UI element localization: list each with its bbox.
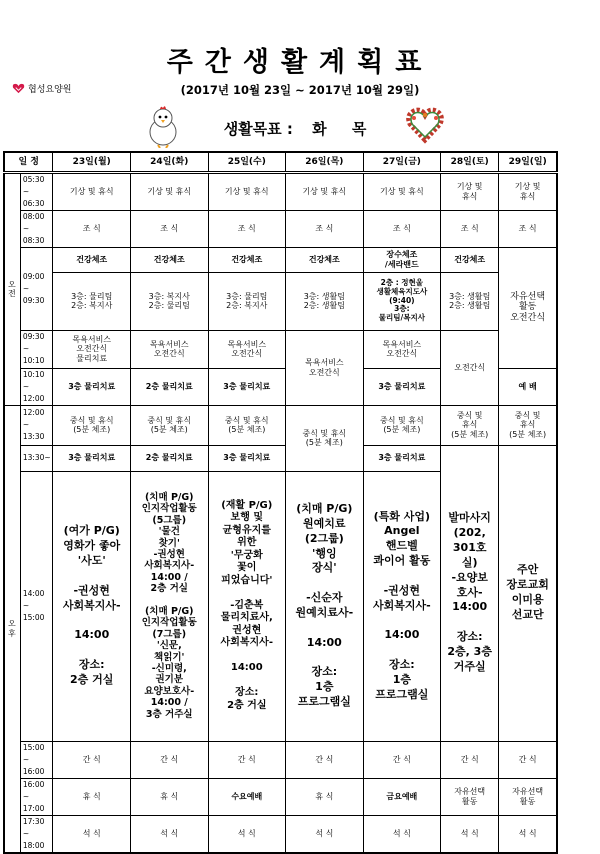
rest-wed: 수요예배 — [208, 778, 286, 815]
time-0530: 05:30 ~ 06:30 — [20, 172, 53, 210]
program-tue: 3층: 복지사 2층: 물리팀 — [130, 272, 208, 330]
program1400-tue: (치매 P/G) 인지작업활동 (5그룹) '물건 찾기' -권성현 사회복지사- 14:00 / 2층 거실 (치매 P/G) 인지작업활동 (7그룹) '신문, 책읽기' -신미령, 권기분 요양보호사- 14:00 / 3층 거주실 — [130, 471, 208, 741]
day-header-wed: 25일(수) — [208, 152, 286, 172]
program1400-sun: 주안 장로교회 이미용 선교단 — [499, 445, 557, 741]
program1400-wed: (재활 P/G) 보행 및 균형유지를 위한 '무궁화 꽃이 피었습니다' -김춘복 물리치료사, 권성현 사회복지사- 14:00 장소: 2층 거실 — [208, 471, 286, 741]
dinner-thu: 석 식 — [286, 815, 364, 853]
wake-thu: 기상 및 휴식 — [286, 172, 364, 210]
dinner-sat: 석 식 — [441, 815, 499, 853]
program1400-mon: (여가 P/G) 영화가 좋아 '사도' -권성현 사회복지사- 14:00 장소: 2층 거실 — [53, 471, 131, 741]
period-range: (2017년 10월 23일 ~ 2017년 10월 29일) — [180, 83, 420, 97]
physio1330-fri: 3층 물리치료 — [363, 445, 441, 471]
wake-mon: 기상 및 휴식 — [53, 172, 131, 210]
bath-mon: 목욕서비스 오전간식 물리치료 — [53, 330, 131, 368]
physio1010-mon: 3층 물리치료 — [53, 368, 131, 405]
period-pm: 오 후 — [4, 405, 20, 853]
breakfast-wed: 조 식 — [208, 210, 286, 247]
bath-fri: 목욕서비스 오전간식 — [363, 330, 441, 368]
row-lunch — [4, 405, 557, 445]
rest-thu: 휴 식 — [286, 778, 364, 815]
program1400-sat: 발마사지 (202, 301호 실) -요양보 호사- 14:00 장소: 2층, 3층 거주실 — [441, 445, 499, 741]
day-header-mon: 23일(월) — [53, 152, 131, 172]
snack-wed: 간 식 — [208, 741, 286, 778]
breakfast-tue: 조 식 — [130, 210, 208, 247]
snack-sat: 간 식 — [441, 741, 499, 778]
dinner-tue: 석 식 — [130, 815, 208, 853]
time-1500: 15:00 ~ 16:00 — [20, 741, 53, 778]
time-1600: 16:00 ~ 17:00 — [20, 778, 53, 815]
goal-label: 생활목표 : — [223, 120, 293, 138]
bath-tue: 목욕서비스 오전간식 — [130, 330, 208, 368]
snack-thu: 간 식 — [286, 741, 364, 778]
day-header-sat: 28일(토) — [441, 152, 499, 172]
day-header-sun: 29일(일) — [499, 152, 557, 172]
physio1010-wed: 3층 물리치료 — [208, 368, 286, 405]
breakfast-mon: 조 식 — [53, 210, 131, 247]
program-mon: 3층: 물리팀 2층: 복지사 — [53, 272, 131, 330]
row-exercise — [4, 247, 557, 272]
breakfast-thu: 조 식 — [286, 210, 364, 247]
life-goal — [0, 118, 600, 139]
page-title: 주간생활계획표 — [166, 47, 434, 78]
time-1330: 13:30~ — [20, 445, 53, 471]
time-0900: 09:00 ~ 09:30 — [20, 247, 53, 330]
bath-wed: 목욕서비스 오전간식 — [208, 330, 286, 368]
schedule-header: 일 정 — [4, 152, 53, 172]
physio1010-tue: 2층 물리치료 — [130, 368, 208, 405]
snack-tue: 간 식 — [130, 741, 208, 778]
program-thu: 3층: 생활팀 2층: 생활팀 — [286, 272, 364, 330]
rest-sun: 자유선택 활동 — [499, 778, 557, 815]
wake-wed: 기상 및 휴식 — [208, 172, 286, 210]
program-sat: 3층: 생활팀 2층: 생활팀 — [441, 272, 499, 330]
header-row — [4, 152, 557, 172]
physio1010-fri: 3층 물리치료 — [363, 368, 441, 405]
rest-tue: 휴 식 — [130, 778, 208, 815]
row-wake — [4, 172, 557, 210]
goal-value: 화 목 — [312, 120, 377, 138]
day-header-tue: 24일(화) — [130, 152, 208, 172]
wake-tue: 기상 및 휴식 — [130, 172, 208, 210]
lunch-sat: 중식 및 휴식 (5분 체조) — [441, 405, 499, 445]
lunch-mon: 중식 및 휴식 (5분 체조) — [53, 405, 131, 445]
lunch-fri: 중식 및 휴식 (5분 체조) — [363, 405, 441, 445]
snack-mon: 간 식 — [53, 741, 131, 778]
program-sun: 자유선택 활동 오전간식 — [499, 247, 557, 368]
physio1330-wed: 3층 물리치료 — [208, 445, 286, 471]
dinner-sun: 석 식 — [499, 815, 557, 853]
rest-sat: 자유선택 활동 — [441, 778, 499, 815]
dinner-mon: 석 식 — [53, 815, 131, 853]
rest-fri: 금요예배 — [363, 778, 441, 815]
exercise-sat: 건강체조 — [441, 247, 499, 272]
program1400-fri: (특화 사업) Angel 핸드벨 콰이어 활동 -권성현 사회복지사- 14:00 장소: 1층 프로그램실 — [363, 471, 441, 741]
day-header-fri: 27일(금) — [363, 152, 441, 172]
dinner-wed: 석 식 — [208, 815, 286, 853]
program1400-thu: (치매 P/G) 원예치료 (2그룹) '행잉 장식' -신순자 원예치료사- 14:00 장소: 1층 프로그램실 — [286, 471, 364, 741]
day-header-thu: 26일(목) — [286, 152, 364, 172]
exercise-thu: 건강체조 — [286, 247, 364, 272]
exercise-mon: 건강체조 — [53, 247, 131, 272]
bath-sat: 오전간식 — [441, 330, 499, 405]
time-1730: 17:30 ~ 18:00 — [20, 815, 53, 853]
time-0930: 09:30 ~ 10:10 — [20, 330, 53, 368]
wake-sat: 기상 및 휴식 — [441, 172, 499, 210]
physio1330-mon: 3층 물리치료 — [53, 445, 131, 471]
time-1400: 14:00 ~ 15:00 — [20, 471, 53, 741]
time-1010: 10:10 ~ 12:00 — [20, 368, 53, 405]
row-dinner — [4, 815, 557, 853]
breakfast-fri: 조 식 — [363, 210, 441, 247]
snack-fri: 간 식 — [363, 741, 441, 778]
wake-sun: 기상 및 휴식 — [499, 172, 557, 210]
weekly-schedule-table — [3, 151, 558, 854]
row-breakfast — [4, 210, 557, 247]
program-fri: 2층 : 정현울 생활체육지도사 (9:40) 3층: 물리팀/복지사 — [363, 272, 441, 330]
lunch-wed: 중식 및 휴식 (5분 체조) — [208, 405, 286, 445]
lunch-sun: 중식 및 휴식 (5분 체조) — [499, 405, 557, 445]
time-1200: 12:00 ~ 13:30 — [20, 405, 53, 445]
lunch-thu: 중식 및 휴식 (5분 체조) — [286, 405, 364, 471]
lunch-tue: 중식 및 휴식 (5분 체조) — [130, 405, 208, 445]
exercise-wed: 건강체조 — [208, 247, 286, 272]
exercise-fri: 장수체조 /세라밴드 — [363, 247, 441, 272]
program-wed: 3층: 물리팀 2층: 복지사 — [208, 272, 286, 330]
time-0800: 08:00 ~ 08:30 — [20, 210, 53, 247]
row-bath — [4, 330, 557, 368]
org-name: 협성요양원 — [28, 85, 72, 95]
snack-sun: 간 식 — [499, 741, 557, 778]
rest-mon: 휴 식 — [53, 778, 131, 815]
heart-wreath-icon — [405, 104, 445, 144]
bath-thu: 목욕서비스 오전간식 — [286, 330, 364, 405]
dinner-fri: 석 식 — [363, 815, 441, 853]
exercise-tue: 건강체조 — [130, 247, 208, 272]
breakfast-sat: 조 식 — [441, 210, 499, 247]
physio1010-sun: 예 배 — [499, 368, 557, 405]
physio1330-tue: 2층 물리치료 — [130, 445, 208, 471]
breakfast-sun: 조 식 — [499, 210, 557, 247]
period-am: 오 전 — [4, 172, 20, 405]
row-program-0930 — [4, 272, 557, 330]
row-snack — [4, 741, 557, 778]
row-physio-1330 — [4, 445, 557, 471]
row-rest — [4, 778, 557, 815]
wake-fri: 기상 및 휴식 — [363, 172, 441, 210]
